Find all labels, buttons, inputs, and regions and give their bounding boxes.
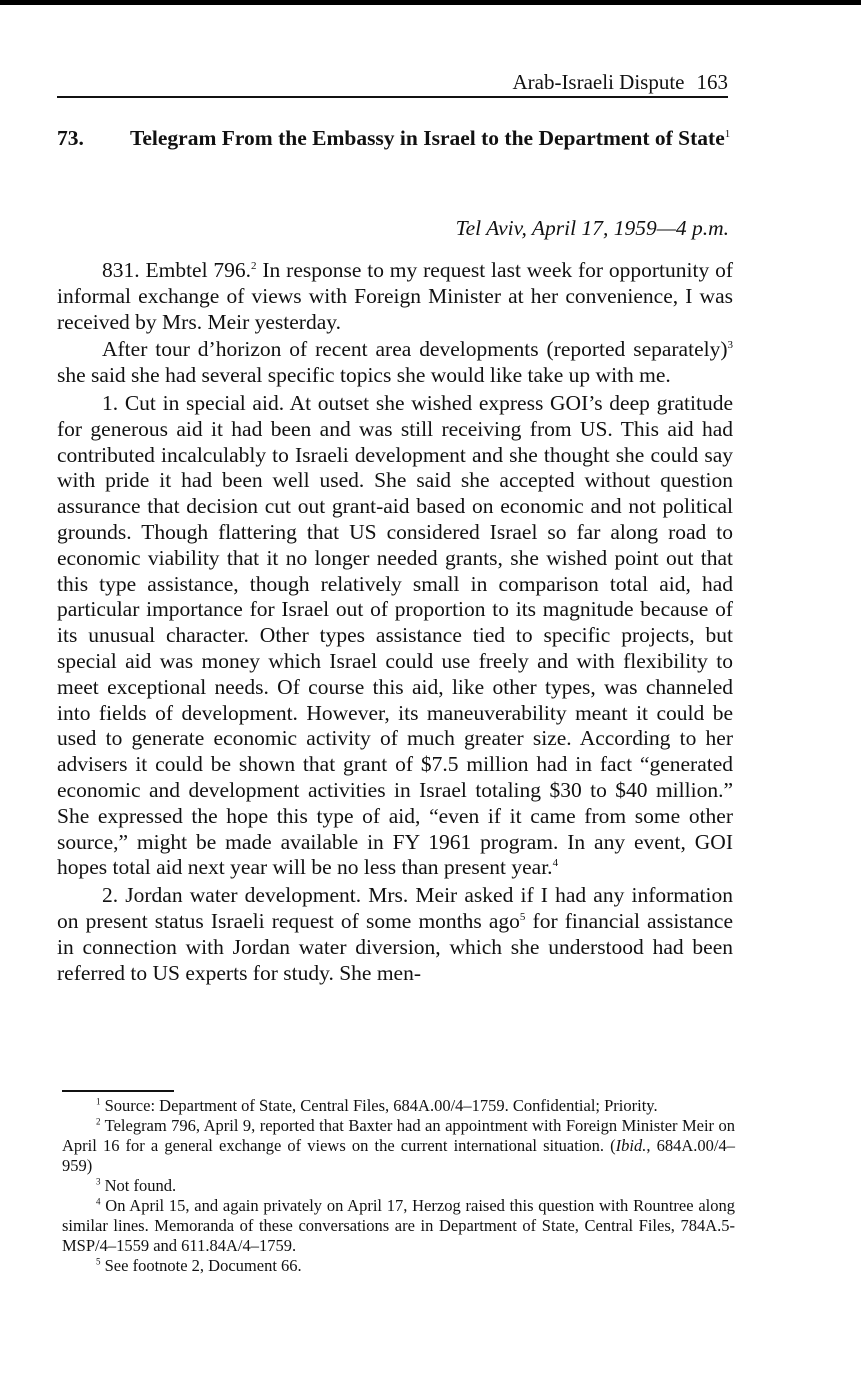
paragraph-3-text: 1. Cut in special aid. At outset she wished express GOI’s deep gratitude for generous aid it had been and was still receiving from US. This aid had contributed incalculably to Israeli development and she thought she could say with pride it had been well used. She said she accepted without question assurance that decision cut out grant-aid based on economic and not political grounds. Though flattering that US considered Israel so far along road to economic viability that it no longer needed grants, she wished point out that this type assistance, though relatively small in comparison total aid, had particular importance for Israel out of proportion to its magnitude because of its unusual character. Other types assistance tied to specific projects, but special aid was money which Israel could use freely and with flexibility to meet exceptional needs. Of course this aid, like other types, was channeled into fields of development. However, its maneuverability meant it could be used to generate economic activity of much greater size. According to her advisers it could be shown that grant of $7.5 million had in fact “generated economic and development activities in Israel totaling $30 to $40 million.” She expressed the hope this type of aid, “even if it came from some other source,” might be made available in FY 1961 program. In any event, GOI hopes total aid next year will be no less than present year. [57,390,733,880]
document-number: 73. [57,126,84,150]
footnote-ref-2[interactable]: 2 [251,259,257,272]
footnote-4 [62,1196,735,1256]
footnote-text: Telegram 796, April 9, reported that Baxter had an appointment with Foreign Minister Meir on April 16 for a general exchange of views on the current international situation. ( [62,1116,735,1155]
paragraph-2-text: she said she had several specific topics she would like take up with me. [57,363,671,388]
footnote-text: See footnote 2, Document 66. [100,1256,302,1275]
paragraph-2-lead: After tour d’horizon of recent area developments (reported separately) [102,337,728,362]
paragraph-1 [57,258,733,335]
footnote-text-tail: , 684A.00/4–959) [62,1136,735,1175]
telegram-body [57,258,733,988]
running-title: Arab-Israeli Dispute [512,70,685,94]
footnote-1 [62,1096,735,1116]
footnote-mark: 5 [96,1256,101,1267]
document-heading [57,124,737,152]
footnote-3 [62,1176,735,1196]
page-number: 163 [696,70,728,94]
footnote-ref-3[interactable]: 3 [727,339,733,352]
footnote-ref-5[interactable]: 5 [519,910,526,923]
footnote-text: Not found. [100,1176,177,1195]
footnote-italic: Ibid. [615,1136,647,1155]
footnote-mark: 4 [96,1196,101,1207]
footnote-mark: 1 [96,1096,101,1107]
paragraph-1-lead: 831. Embtel 796. [102,258,252,282]
dateline: Tel Aviv, April 17, 1959—4 p.m. [455,216,729,240]
paragraph-4-lead: 2. Jordan water development. Mrs. Meir asked if I had any information on present status Israeli request of some months ago [57,883,733,933]
footnotes [62,1096,735,1276]
document-title [130,124,737,152]
document-title-text: Telegram From the Embassy in Israel to the Department of State [130,126,725,150]
footnote-2 [62,1116,735,1176]
paragraph-1-text: In response to my request last week for opportunity of informal exchange of views with Foreign Minister at her convenience, I was received by Mrs. Meir yesterday. [57,258,733,334]
paragraph-4 [57,883,733,986]
footnote-5 [62,1256,735,1276]
title-footnote-ref[interactable]: 1 [724,127,731,140]
paragraph-4-text: for financial assistance in connection with Jordan water diversion, which she understood had been referred to US experts for study. She men- [57,908,734,985]
footnote-ref-4[interactable]: 4 [552,857,559,870]
running-header [57,70,728,98]
paragraph-3 [57,391,733,881]
scan-edge [0,0,861,5]
footnote-mark: 2 [96,1116,101,1127]
footnote-divider [62,1090,174,1092]
footnote-text: On April 15, and again privately on April 17, Herzog raised this question with Rountree along similar lines. Memoranda of these conversations are in Department of State, Central Files, 784A.5-MSP/4–1559 and 611.84A/4–1759. [62,1196,735,1255]
footnote-text: Source: Department of State, Central Files, 684A.00/4–1759. Confidential; Priority. [100,1096,658,1115]
paragraph-2 [57,337,733,389]
footnote-mark: 3 [96,1176,101,1187]
